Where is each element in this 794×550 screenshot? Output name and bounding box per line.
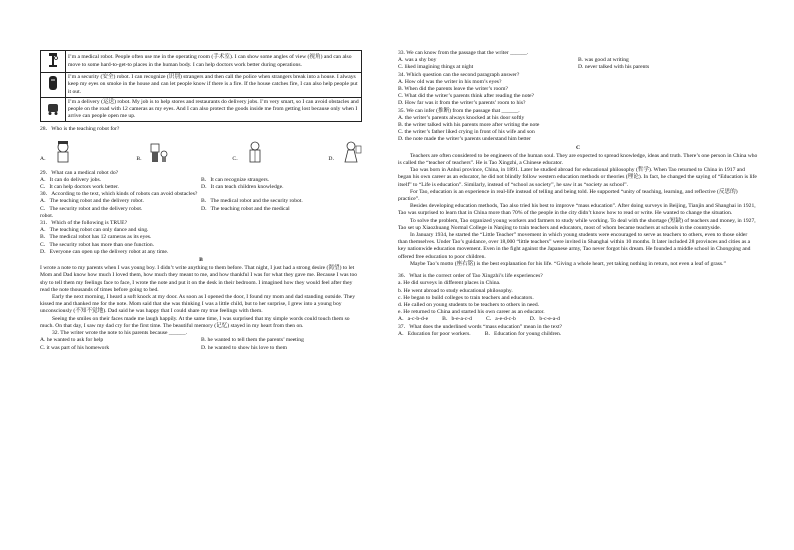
section-heading-b: B [199,257,203,264]
question-29: 29．What can a medical robot do? [40,169,119,176]
teacher-figure-icon [340,140,362,164]
option-b[interactable]: B．The medical robot has 12 cameras as its eyes. [40,234,152,241]
option-b[interactable]: B． [136,138,169,164]
passage-paragraph: For Tao, education is an experience in real-life instead of telling and being told. He supported “unity of teaching, learning, and reflective (反思的) practice”. [398,188,738,203]
robot-table [40,50,362,122]
medical-robot-icon [47,52,59,68]
option-b[interactable]: B. When did the parents leave the writer’s room? [398,86,508,93]
question-33: 33. We can know from the passage that the writer ______. [398,50,529,56]
q28-image-options [40,138,362,164]
robot-row [41,73,362,98]
option-d-continued: robot. [40,212,54,219]
option-b[interactable]: B．Education for young children. [484,330,562,337]
list-item: e. He returned to China and started his own career as an educator. [398,309,545,316]
option-b[interactable]: B. he wanted to tell them the parents’ meeting [201,337,304,344]
option-c[interactable]: C． [232,138,265,164]
passage-paragraph: Seeing the smiles on their faces made me laugh happily. At the same time, I was surprised that my simple words could touch them so much. On that day, I saw my dad cry for the first time. The beautiful memory (记忆) stayed in my heart from then on. [40,315,350,329]
option-a[interactable]: A. the writer’s parents always knocked at his door softly [398,114,525,121]
option-c[interactable]: C．It can help doctors work better. [40,184,119,191]
option-b[interactable]: B．b-e-a-c-d [442,316,472,323]
passage-paragraph: Tao was born in Anhui province, China, in 1891. Later he studied abroad for educational philosophy (哲学). When Tao returned to China in 1917 and began his own career as an educator, he did not blindly follow western education methods or theories (理论). In fact, he changed the saying of “Education is life itself” to “Life is education”. Similarly, instead of “school as society”, he saw it as “society as school”. [398,167,757,188]
left-column [40,50,362,352]
option-c[interactable]: C. What did the writer’s parents think after reading the note? [398,93,535,100]
robot-row [41,51,362,73]
option-b[interactable]: B. the writer talked with his parents more after writing the note [398,122,540,129]
question-35: 35. We can infer (推断) from the passage that ______. [398,107,520,114]
option-b[interactable]: B. was good at writing [578,57,629,64]
option-d[interactable]: D．Everyone can open up the delivery robot at any time. [40,248,169,255]
question-36: 36．What is the correct order of Tao Xingzhi’s life experiences? [398,273,543,280]
option-c[interactable]: C. liked imagining things at night [398,64,474,71]
option-d[interactable]: D. How far was it from the writer’s parents’ room to his? [398,100,526,107]
option-b[interactable]: B．The medical robot and the security robot. [201,198,303,205]
option-a[interactable]: A．a-c-b-d-e [398,316,429,323]
passage-paragraph: Early the next morning, I heard a soft knock at my door. As soon as I opened the door, I found my mom and dad standing outside. They kissed me and thanked me for the note. Mom said that she was thinking I was a little child, but to her surprise, I grew into a young boy unconsciously (不知不觉地). Dad said he was happy that I could share my true feelings with them. [40,294,356,315]
option-c[interactable]: C．The security robot has more than one function. [40,241,155,248]
doctor-figure-icon [244,140,266,164]
passage-paragraph: I wrote a note to my parents when I was young boy. I didn’t write anything to them before. That night, I just had a strong desire (渴望) to let Mom and Dad know how much I loved them, how much they meant to me, and how thankful I was for what they gave me. Because I was too shy to tell them my feelings face to face, I wrote the note and put it on the desk in their bedroom. I imagined how they would feel after they read the note thousands of times before going to bed. [40,265,358,293]
list-item: d. He called on young students to be teachers to others in need. [398,301,540,308]
robot-row [41,97,362,122]
option-b[interactable]: B．It can recognize strangers. [201,176,270,183]
passage-paragraph: Teachers are often considered to be engineers of the human soul. They are expected to spread knowledge, ideas and truth. There’s one person in China who is called the “teacher of teachers”. He is Tao Xingzhi, a Chinese educator. [398,152,758,167]
question-28: 28．Who is the teaching robot for? [40,126,120,133]
robot-text: I’m a delivery (运送) robot. My job is to help stores and restaurants do delivery jobs. I’m very smart, so I can avoid obstacles and people on the road with 12 cameras as my eyes. And I can also protect the goods inside me from getting lost because only when I arrive can people open me up. [66,97,362,122]
option-d[interactable]: D. never talked with his parents [578,64,650,71]
option-c[interactable]: C. the writer’s father liked crying in front of his wife and son [398,129,535,136]
question-37: 37．What does the underlined words “mass education” mean in the text? [398,323,563,330]
right-column [398,50,758,338]
option-d[interactable]: D．b-c-e-a-d [529,316,560,323]
delivery-robot-icon [47,100,59,116]
option-d[interactable]: D．It can teach children knowledge. [201,184,284,191]
option-a[interactable]: A．The teaching robot can only dance and sing. [40,227,149,234]
option-a[interactable]: A． [40,138,74,164]
robot-with-child-icon [148,140,170,164]
option-a[interactable]: A．Education for poor workers. [398,330,471,337]
section-heading-c: C [575,144,581,151]
option-a[interactable]: A. was a shy boy [398,57,437,64]
option-a[interactable]: A. he wanted to ask for help [40,337,104,344]
option-d[interactable]: D．The teaching robot and the medical [201,205,290,212]
option-c[interactable]: C. it was part of his homework [40,344,110,351]
passage-paragraph: In January 1934, he started the “Little Teacher” movement in which young students were encouraged to serve as teachers to others, even to those older than themselves. Under Tao’s guidance, over 18,000 “little teachers” were invited in Shanghai within 10 months. It later included 28 provinces and cities as a key nationwide education movement. Even in the fight against the Japanese army, Tao never forgot his dream. He founded a middle school in Chongqing and offered free education to poor children. [398,232,751,260]
question-32: 32. The writer wrote the note to his parents because ______. [52,330,188,337]
option-a[interactable]: A．The teaching robot and the delivery robot. [40,198,144,205]
option-a[interactable]: A. How old was the writer in his mom’s eyes? [398,78,502,85]
security-robot-icon [47,75,59,91]
police-figure-icon [52,140,74,164]
question-31: 31．Which of the following is TRUE? [40,220,128,227]
passage-paragraph: Besides developing education methods, Tao also tried his best to improve “mass education”. After doing surveys in Beijing, Tianjin and Shanghai in 1921, Tao was surprised to learn that in China more than 70% of the people in the city didn’t know how to read or write. He wanted to change the situation. [398,203,756,217]
option-d[interactable]: D． [328,138,362,164]
option-a[interactable]: A．It can do delivery jobs. [40,176,102,183]
passage-paragraph: Maybe Tao’s motto (座右铭) is the best explanation for his life. “Giving a whole heart, yet taking nothing in return, not even a leaf of grass.” [410,260,726,267]
option-d[interactable]: D. the note made the writer’s parents understand him better [398,136,531,143]
option-c[interactable]: C．a-e-d-c-b [485,316,516,323]
question-30: 30．According to the text, which kinds of robots can avoid obstacles? [40,191,198,198]
question-34: 34. Which question can the second paragraph answer? [398,71,520,78]
list-item: b. He went abroad to study educational philosophy. [398,287,513,294]
option-c[interactable]: C．The security robot and the delivery robot. [40,205,143,212]
list-item: c. He began to build colleges to train teachers and educators. [398,294,534,301]
list-item: a. He did surveys in different places in China. [398,280,501,287]
robot-text: I’m a security (安全) robot. I can recognize (识别) strangers and then call the police when strangers break into a house. I always keep my eyes on smoke in the house and can let people know if there is a fire. If the house catches fire, I can also help people put it out. [66,73,362,98]
robot-text: I’m a medical robot. People often use me in the operating room (手术室). I can show some angles of view (视角) and can also move to some hard-to-get-to places in the human body. I can help doctors work better during operations. [66,51,362,73]
option-d[interactable]: D. he wanted to show his love to them [201,344,287,351]
passage-paragraph: To solve the problem, Tao organized young workers and farmers to study while working. To deal with the shortage (短缺) of teachers and money, in 1927, Tao set up Xiaozhuang Normal College in Nanjing to train teachers and educators, most of whom became teachers at schools in the countryside. [398,217,756,231]
